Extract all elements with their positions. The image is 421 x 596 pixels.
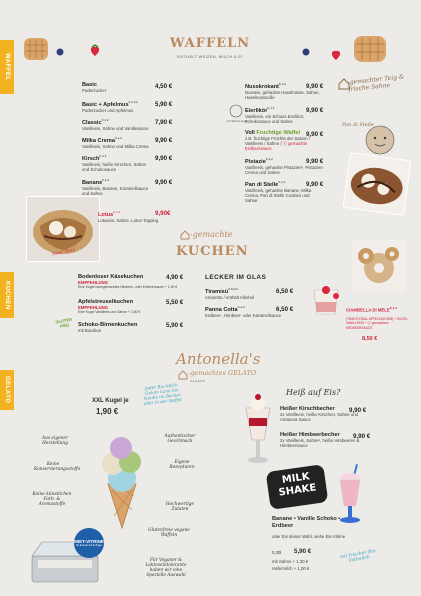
glas-item-tiramisu: Tiramisù$^{K,6,P,A}$ Amaretto / enthält Alkohol xyxy=(205,287,254,300)
ciambella-title: CIAMBELLA DI $MELE^{K,1,2}$ xyxy=(346,306,397,313)
glas-title: LECKER IM GLAS xyxy=(205,274,267,281)
gelato-title: Antonella's xyxy=(176,350,261,368)
tab-kuchen: KUCHEN xyxy=(0,272,14,318)
glas-item-panna-cotta: Panna Cotta$^{K,1,2}$ Erdbeer-, Himbeer- oder Karamellsauce xyxy=(205,305,282,318)
shake-size: 0,30l xyxy=(272,550,282,555)
stamp-label: mit Sahne-Herz xyxy=(226,119,248,123)
glas-price: 6,50 € xyxy=(276,288,294,295)
waffle-berry-decoration-left xyxy=(22,36,72,64)
strawberry-icon xyxy=(332,51,340,60)
becher-item-himbeer: Heißer Himbeerbecher 2x Vanilleeis, Sahne², heiße Himbeeren & Himbeersauce xyxy=(280,432,360,449)
kuchen-price: 5,90 € xyxy=(166,322,184,329)
pan-di-stelle-label: Pan di Stelle xyxy=(342,122,374,128)
waffle-price: 5,90 € xyxy=(155,101,173,108)
waffle-item-pistazie: Pistazie$^{K,1,2}$ Vanilleeis, gehackte Pistazien², Pistazien Crema und Sahne xyxy=(245,157,323,176)
sundae-icon xyxy=(240,390,276,470)
house-icon xyxy=(180,230,190,240)
waffle-price: 9,90 € xyxy=(155,155,173,162)
waffle-icon xyxy=(352,34,390,66)
kugel-label: XXL Kugel je xyxy=(92,398,129,404)
stamp-icon xyxy=(226,104,246,118)
berries-decoration-right xyxy=(300,42,350,62)
kugel-price: 1,90 € xyxy=(96,407,119,416)
milkshake-logo: MILK SHAKE xyxy=(266,464,329,510)
waffle-item-nusskrokant: Nusskrokant$^{K,1,2}$ Nusseis, gehackte Haselnüsse, Sahne, Haselnusssoße xyxy=(245,82,320,101)
donut-photo xyxy=(352,240,406,292)
waffeln-title: WAFFELN xyxy=(169,36,251,51)
annotation-rezepturen: Eigene Rezepturen xyxy=(169,460,195,470)
shake-extra-hafer: Hafermilch + 1,00 € xyxy=(272,566,310,571)
kuchen-prefix: -gemachte xyxy=(190,230,233,239)
shake-name: Banane • Vanille Schoko • Erdbeer xyxy=(272,516,341,529)
waffle-price: 9,90 € xyxy=(306,131,324,138)
annotation-farbstoffe: Keine künstlichen Farb- & Aromastoffe xyxy=(32,492,72,507)
annotation-waffeln: Glutenfreie vegane Waffeln xyxy=(148,528,190,538)
annotation-zutaten: Hochwertige Zutaten xyxy=(165,502,195,512)
waffle-price: 7,90 € xyxy=(155,119,173,126)
ciambella-price: 8,50 € xyxy=(362,336,378,342)
miet-vitrine-badge: MIET-VITRINE für Events auf Anfrage xyxy=(74,528,104,558)
waffle-price: 9,90 € xyxy=(306,181,324,188)
heiss-title: Heiß auf Eis? xyxy=(286,388,341,397)
waffle-item-classic: Classic$^{K,1,2}$ Vanilleeis, Sahne und Vanillesauce xyxy=(82,118,149,131)
annotation-vegan: Für Veganer & Laktoseintolerante haben wir eine Spezielle Auswahl xyxy=(145,558,187,578)
waffle-price: 9,90 € xyxy=(306,107,324,114)
waffle-item-banane: Banane$^{K,1,2}$ Vanilleeis, Banane, Karamellsauce und Sahne xyxy=(82,178,149,197)
strawberry-icon xyxy=(88,43,102,57)
handwritten-note-teig: -gemachter Teig & frische Sahne xyxy=(347,73,405,94)
becher-item-kirsch: Heißer Kirschbecher 2x Vanilleeis, heiße Kirschen, Sahne und Amarena Sauce xyxy=(280,406,359,423)
kuchen-item-schoko-birne: Schoko-Birnenkuchen mit Bourbon xyxy=(78,322,138,333)
waffle-item-lotus: Lotus$^{K,1,2}$ Lotuseis, Sahne, Lotus-Topping xyxy=(98,210,159,223)
waffle-item-eierlikoer: Eierlikör$^{K,1,2}$ Vanilleeis, ein Schuss Eierlikör, Schokosauce und Sahne xyxy=(245,106,305,125)
waffeln-subtitle: ENTHÄLT WEIZEN, MILCH & EI xyxy=(177,54,243,59)
kuchen-item-apfelstreusel: Apfelstreuselkuchen EMPFEHLUNG Eine Kugel Vanilleeis und Sahne + 2,60 € xyxy=(78,299,141,315)
gelato-subtitle: -gemachtes GELATO xyxy=(188,369,257,377)
waffle-photo xyxy=(342,152,411,216)
kuchen-price: 4,90 € xyxy=(166,274,184,281)
shake-extra-sahne: mit Sahne + 1,30 € xyxy=(272,559,309,564)
glas-price: 6,50 € xyxy=(276,306,294,313)
becher-price: 9,90 € xyxy=(353,433,371,440)
becher-price: 9,90 € xyxy=(349,407,367,414)
waffle-price: 4,50 € xyxy=(155,83,173,90)
kuchen-title: KUCHEN xyxy=(176,244,249,259)
neu-label: Neu! Neu! xyxy=(51,247,77,258)
gluten-free-badge: GLUTEN FREI xyxy=(55,316,73,329)
waffle-price: 9,90 € xyxy=(306,158,324,165)
annotation-herstellung: Aus eigener Herstellung xyxy=(41,436,69,446)
waffle-item-kirsch: Kirsch$^{K,1,2}$ Vanilleeis, heiße Kirschen, Sahne und Schokosauce xyxy=(82,154,146,173)
waffle-price-lotus: 9,90€ xyxy=(155,210,171,217)
tab-waffel: WAFFEL xyxy=(0,40,14,94)
tab-gelato: GELATO xyxy=(0,370,14,410)
waffle-item-fruchtig: Voll Fruchtige Waffel z.B. fruchtige Früchte der Saison / Vanilleeis / Sahne / ⓔ gemachte Erdbeersauce xyxy=(245,130,310,152)
annotation-geschmack: Authentischer Geschmack xyxy=(164,434,196,444)
waffle-item-basic: Basic Puderzucker xyxy=(82,82,107,93)
gelato-allergens: K,1,2,3,6,8 xyxy=(190,379,205,383)
cone-note: Jeder Bio-Milch Gelato kann bei Vanille im Becher oder in der Waffel xyxy=(143,382,182,406)
blueberry-icon xyxy=(303,49,310,56)
waffle-item-milka: Milka Crema$^{K,1,2}$ Vanilleeis, Sahne und Milka Crema xyxy=(82,136,149,149)
waffle-price: 9,90 € xyxy=(306,83,324,90)
waffle-item-basic-apfelmus: Basic + Apfelmus$^{K,1,3,2}$ Puderzucker und Apfelmus xyxy=(82,100,139,113)
ciambella-desc: (TRADITIONAL APFELKUCHEN) + KUGEL VANILLEEIS + ⓔ gemachtem ERDBEERSAUCE xyxy=(346,317,408,330)
kuchen-item-kaesekuchen: Bodenloser Käsekuchen EMPFEHLUNG Eine Kugel hausgemachtes Himbeer- oder Erdbeersauce + 1,00 € xyxy=(78,274,178,290)
panna-cotta-glass-icon xyxy=(308,282,344,322)
house-icon xyxy=(178,370,188,380)
waffle-price: 9,90 € xyxy=(155,137,173,144)
waffle-item-pan-di-stelle: Pan di Stelle$^{K,1,2}$ Vanilleeis, gehackte Banane, Milka Crema, Pan di Stelle Cookies und Sahne xyxy=(245,180,312,204)
waffle-icon xyxy=(24,38,48,60)
ice-cream-cone-icon xyxy=(92,430,152,530)
shake-desc: oder Eis deiner Wahl, siehe Eis-Vitrine xyxy=(272,534,346,539)
blueberry-icon xyxy=(57,49,64,56)
kuchen-price: 5,50 € xyxy=(166,299,184,306)
bio-milch-note: mit frischer Bio-Vollmilch xyxy=(339,548,378,564)
annotation-konservierung: Keine Konservierungsstoffe xyxy=(34,462,81,472)
waffle-price: 9,90 € xyxy=(155,179,173,186)
shake-price: 5,90 € xyxy=(294,548,312,555)
